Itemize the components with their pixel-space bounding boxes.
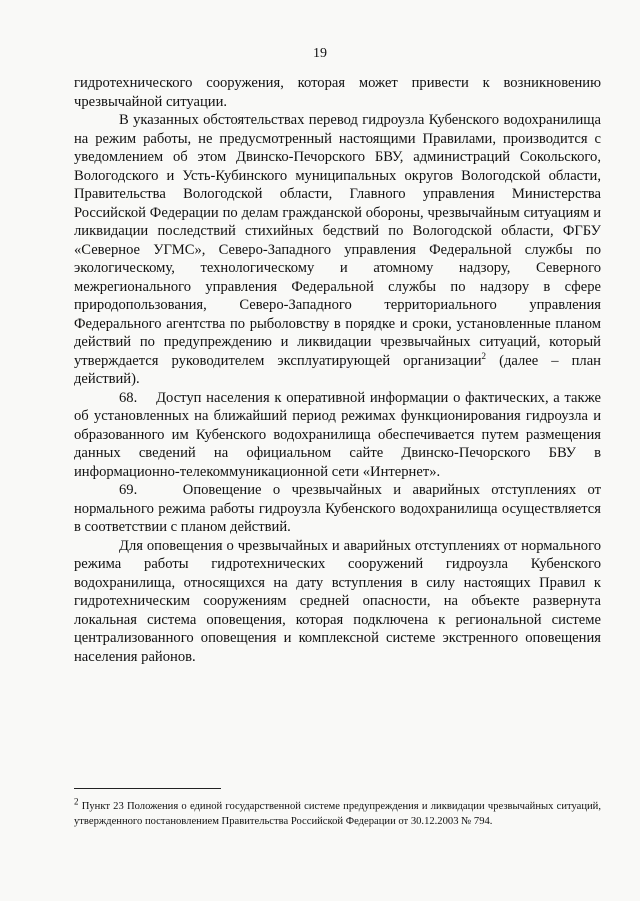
footnote-text: Пункт 23 Положения о единой государственной системе предупреждения и ликвидации чрезвычайных ситуаций, утвержденного постановлением Правительства Российской Федерации от 30.12.2003 № 794. xyxy=(74,801,601,827)
footnote-marker: 2 xyxy=(74,796,79,807)
paragraph-item-69: 69. Оповещение о чрезвычайных и аварийных отступлениях от нормального режима работы гидроузла Кубенского водохранилища осуществляется в соответствии с планом действий. xyxy=(74,482,601,535)
paragraph-notification-text: В указанных обстоятельствах перевод гидроузла Кубенского водохранилища на режим работы, не предусмотренный настоящими Правилами, производится с уведомлением об этом Двинско-Печорского БВУ, администраций Сокольского, Вологодского и Усть-Кубинского муниципальных округов Вологодской области, Правительства Вологодской области, Главного управления Министерства Российской Федерации по делам гражданской обороны, чрезвычайным ситуациям и ликвидации последствий стихийных бедствий по Вологодской области, ФГБУ «Северное УГМС», Северо-Западного управления Федеральной службы по экологическому, технологическому и атомному надзору, Северного межрегионального управления Федеральной службы по надзору в сфере природопользования, Северо-Западного территориального управления Федерального агентства по рыболовству в порядке и сроки, установленные планом действий по предупреждению и ликвидации чрезвычайных ситуаций, который утверждается руководителем эксплуатирующей организации xyxy=(74,112,601,369)
document-body xyxy=(74,74,601,666)
paragraph-alert-system: Для оповещения о чрезвычайных и аварийных отступлениях от нормального режима работы гидротехнических сооружений гидроузла Кубенского водохранилища, относящихся на дату вступления в силу настоящих Правил к гидротехническим сооружениям средней опасности, на объекте развернута локальная система оповещения, которая подключена к региональной системе централизованного оповещения и комплексной системе экстренного оповещения населения районов. xyxy=(74,537,601,665)
paragraph-item-68: 68. Доступ населения к оперативной информации о фактических, а также об установленных на ближайший период режимах функционирования гидроузла и образованного им Кубенского водохранилища обеспечивается путем размещения данных сведений на официальном сайте Двинско-Печорского БВУ в информационно-телекоммуникационной сети «Интернет». xyxy=(74,389,601,480)
paragraph-notification-tail: (далее – план действий). xyxy=(74,352,601,387)
page-number: 19 xyxy=(313,46,327,61)
footnote-reference: 2 xyxy=(481,350,487,361)
footnote-separator xyxy=(74,788,221,789)
footnote xyxy=(74,796,601,829)
paragraph-continuation: гидротехнического сооружения, которая может привести к возникновению чрезвычайной ситуации. xyxy=(74,75,601,110)
paragraph-notification xyxy=(74,111,601,389)
